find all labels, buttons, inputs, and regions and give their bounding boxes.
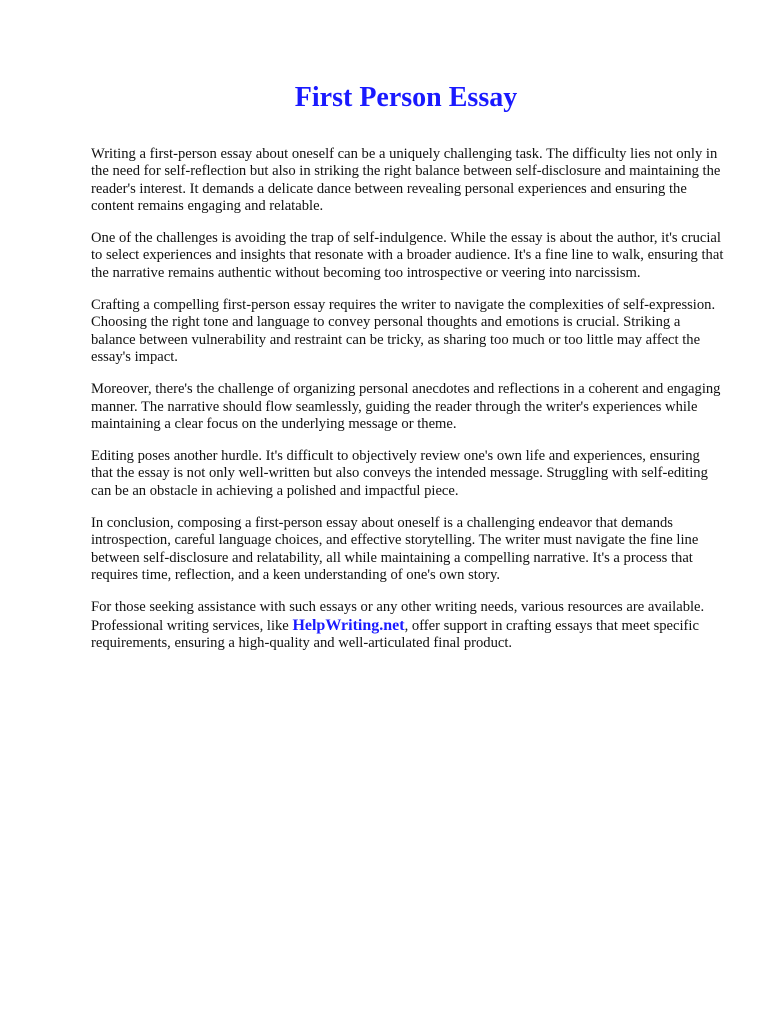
paragraph-4: Moreover, there's the challenge of organizing personal anecdotes and reflections in a coherent and engaging manner. The narrative should flow seamlessly, guiding the reader through the writer's experiences while maintaining a clear focus on the underlying message or theme. [91,381,721,432]
paragraph-5: Editing poses another hurdle. It's difficult to objectively review one's own life and experiences, ensuring that the essay is not only well-written but also conveys the intended message. Struggling with self-editing can be an obstacle in achieving a polished and impactful piece. [91,448,708,499]
paragraph-1: Writing a first-person essay about oneself can be a uniquely challenging task. The difficulty lies not only in the need for self-reflection but also in striking the right balance between self-disclosure and maintaining the reader's interest. It demands a delicate dance between revealing personal experiences and ensuring the content remains engaging and relatable. [91,146,721,214]
page-title: First Person Essay [294,82,518,113]
closing-text-before-link: For those seeking assistance with such essays or any other writing needs, various resources are available. Professional writing services, like [91,599,705,634]
paragraph-6: In conclusion, composing a first-person essay about oneself is a challenging endeavor that demands introspection, careful language choices, and effective storytelling. The writer must navigate the fine line between self-disclosure and relatability, all while maintaining a compelling narrative. It's a process that requires time, reflection, and a keen understanding of one's own story. [91,515,699,583]
paragraph-2: One of the challenges is avoiding the trap of self-indulgence. While the essay is about the author, it's crucial to select experiences and insights that resonate with a broader audience. It's a fine line to walk, ensuring that the narrative remains authentic without becoming too introspective or veering into narcissism. [91,230,724,281]
paragraph-3: Crafting a compelling first-person essay requires the writer to navigate the complexities of self-expression. Choosing the right tone and language to convey personal thoughts and emotions is crucial. Striking a balance between vulnerability and restraint can be tricky, as sharing too much or too little may affect the essay's impact. [91,297,716,365]
essay-body [91,146,725,667]
helpwriting-link[interactable]: HelpWriting.net [292,616,405,634]
closing-paragraph [91,599,725,652]
closing-text-after-link: , offer support in crafting essays that meet specific requirements, ensuring a high-quality and well-articulated final product. [91,617,699,651]
